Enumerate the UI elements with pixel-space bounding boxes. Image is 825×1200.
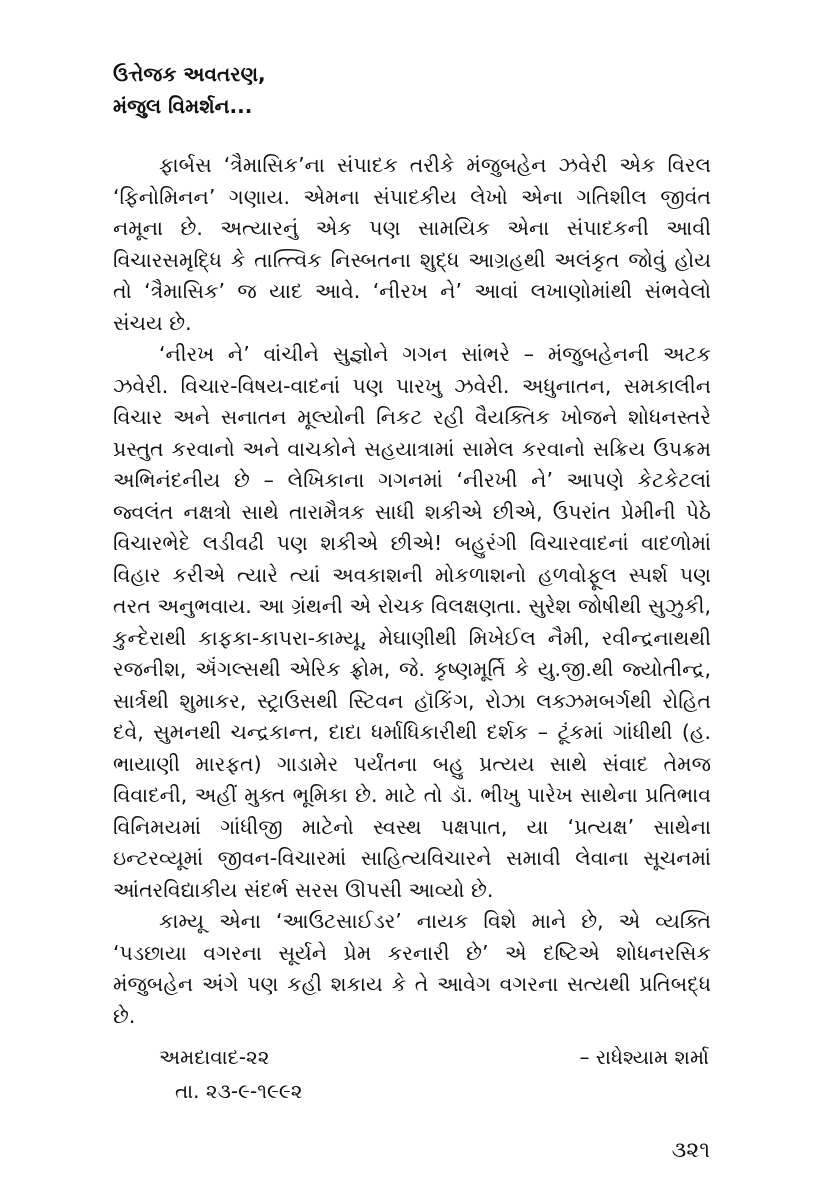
heading-line-2: મંજુલ વિમર્શન... — [113, 94, 253, 118]
heading-line-1: ઉત્તેજક અવતરણ, — [113, 62, 266, 86]
page-heading — [113, 58, 266, 122]
signature-author: – રાધેશ્યામ શર્મા — [579, 1045, 709, 1069]
paragraph-1: ફાર્બસ ‘ત્રૈમાસિક’ના સંપાદક તરીકે મંજુબહેન ઝવેરી એક વિરલ ‘ફિનોમિનન’ ગણાય. એમના સંપાદકીય લેખો એના ગતિશીલ જીવંત નમૂના છે. અત્યારનું એક પણ સામયિક એના સંપાદકની આવી વિચારસમૃદ્ધિ કે તાત્ત્વિક નિસ્બતના શુદ્ધ આગ્રહથી અલંકૃત જોવું હોય તો ‘ત્રૈમાસિક’ જ યાદ આવે. ‘નીરખ ને’ આવાં લખાણોમાંથી સંભવેલો સંચય છે. — [113, 153, 711, 335]
signature-place: અમદાવાદ-૨૨ — [159, 1045, 270, 1069]
page-number: ૩૨૧ — [671, 1138, 710, 1163]
signature-date: તા. ૨૩-૯-૧૯૯૨ — [175, 1079, 303, 1103]
paragraph-2: ‘નીરખ ને’ વાંચીને સુજ્ઞોને ગગન સાંભરે – મંજુબહેનની અટક ઝવેરી. વિચાર-વિષય-વાદનાં પણ પારખુ ઝવેરી. અધુનાતન, સમકાલીન વિચાર અને સનાતન મૂલ્યોની નિકટ રહી વૈયક્તિક ખોજને શોધનસ્તરે પ્રસ્તુત કરવાનો અને વાચકોને સહયાત્રામાં સામેલ કરવાનો સક્રિય ઉપક્રમ અભિનંદનીય છે – લેખિકાના ગગનમાં ‘નીરખી ને’ આપણે કેટકેટલાં જ્વલંત નક્ષત્રો સાથે તારામૈત્રક સાધી શકીએ છીએ, ઉપરાંત પ્રેમીની પેઠે વિચારભેદે લડીવઢી પણ શકીએ છીએ! બહુરંગી વિચારવાદનાં વાદળોમાં વિહાર કરીએ ત્યારે ત્યાં અવકાશની મોકળાશનો હળવોફૂલ સ્પર્શ પણ તરત અનુભવાય. આ ગ્રંથની એ રોચક વિલક્ષણતા. સુરેશ જોષીથી સુઝુકી, કુન્દેરાથી કાફકા-કાપરા-કામ્યૂ, મેઘાણીથી મિખેઈલ નૈમી, રવીન્દ્રનાથથી રજનીશ, ઍંગલ્સથી એરિક ફ્રોમ, જે. કૃષ્ણમૂર્તિ કે યુ.જી.થી જ્યોતીન્દ્ર, સાર્ત્રથી શુમાકર, સ્ટ્રાઉસથી સ્ટિવન હૉકિંગ, રોઝા લક્ઝમબર્ગથી રોહિત દવે, સુમનથી ચન્દ્રકાન્ત, દાદા ધર્માધિકારીથી દર્શક – ટૂંકમાં ગાંધીથી (હ. ભાયાણી મારફત) ગાડામેર પર્યંતના બહુ પ્રત્યય સાથે સંવાદ તેમજ વિવાદની, અહીં મુક્ત ભૂમિકા છે. માટે તો ડૉ. ભીખુ પારેખ સાથેના પ્રતિભાવ વિનિમયમાં ગાંધીજી માટેનો સ્વસ્થ પક્ષપાત, યા ‘પ્રત્યક્ષ’ સાથેના ઇન્ટરવ્યૂમાં જીવન-વિચારમાં સાહિત્યવિચારને સમાવી લેવાના સૂચનમાં આંતરવિદ્યાકીય સંદર્ભ સરસ ઊપસી આવ્યો છે. — [113, 342, 711, 902]
preface-body — [113, 150, 711, 1032]
paragraph-3: કામ્યૂ એના ‘આઉટસાઈડર’ નાયક વિશે માને છે, એ વ્યક્તિ ‘પડછાયા વગરના સૂર્યને પ્રેમ કરનારી છે’ એ દષ્ટિએ શોધનરસિક મંજુબહેન અંગે પણ કહી શકાય કે તે આવેગ વગરના સત્યથી પ્રતિબદ્ધ છે. — [113, 909, 711, 1028]
